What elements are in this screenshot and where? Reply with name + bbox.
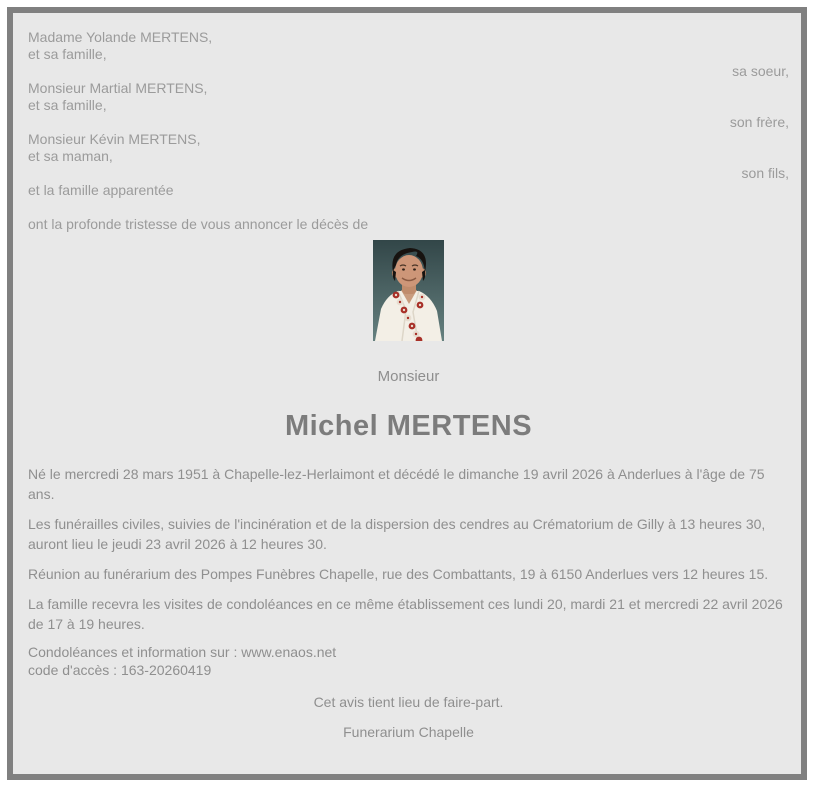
condolences-block xyxy=(28,644,789,679)
funeral-info: Les funérailles civiles, suivies de l'incinération et de la dispersion des cendres au Crématorium de Gilly à 13 heures 30, auront lieu le jeudi 23 avril 2026 à 12 heures 30. xyxy=(28,516,766,552)
relation-label: son frère, xyxy=(729,114,789,130)
death-notice-panel xyxy=(7,7,807,780)
funeral-home-name: Funerarium Chapelle xyxy=(343,724,474,740)
condolence-visits-info: La famille recevra les visites de condoléances en ce même établissement ces lundi 20, mardi 21 et mercredi 22 avril 2026 de 17 à 19 heures. xyxy=(28,596,783,632)
family-member-line: et sa maman, xyxy=(28,148,113,164)
reunion-info: Réunion au funérarium des Pompes Funèbres Chapelle, rue des Combattants, 19 à 6150 Anderlues vers 12 heures 15. xyxy=(28,566,769,582)
photo-container xyxy=(28,240,789,341)
birth-death-info: Né le mercredi 28 mars 1951 à Chapelle-lez-Herlaimont et décédé le dimanche 19 avril 2026 à Anderlues à l'âge de 75 ans. xyxy=(28,466,765,502)
portrait-photo xyxy=(373,240,444,341)
access-code-line: code d'accès : 163-20260419 xyxy=(28,661,212,678)
family-extra-line: et la famille apparentée xyxy=(28,182,174,198)
condolences-website-line: Condoléances et information sur : www.enaos.net xyxy=(28,644,337,660)
family-member-line: et sa famille, xyxy=(28,46,107,62)
family-member-line: et sa famille, xyxy=(28,97,107,113)
relation-label: sa soeur, xyxy=(732,63,789,79)
family-block xyxy=(28,29,789,199)
family-member-line: Monsieur Kévin MERTENS, xyxy=(28,131,201,147)
relation-label: son fils, xyxy=(741,165,789,181)
deceased-name: Michel MERTENS xyxy=(284,410,533,442)
civility-title: Monsieur xyxy=(377,368,440,385)
family-member-line: Madame Yolande MERTENS, xyxy=(28,29,213,45)
family-member-line: Monsieur Martial MERTENS, xyxy=(28,80,208,96)
announcement-text: ont la profonde tristesse de vous annoncer le décès de xyxy=(28,216,369,232)
faire-part-notice: Cet avis tient lieu de faire-part. xyxy=(313,694,504,710)
